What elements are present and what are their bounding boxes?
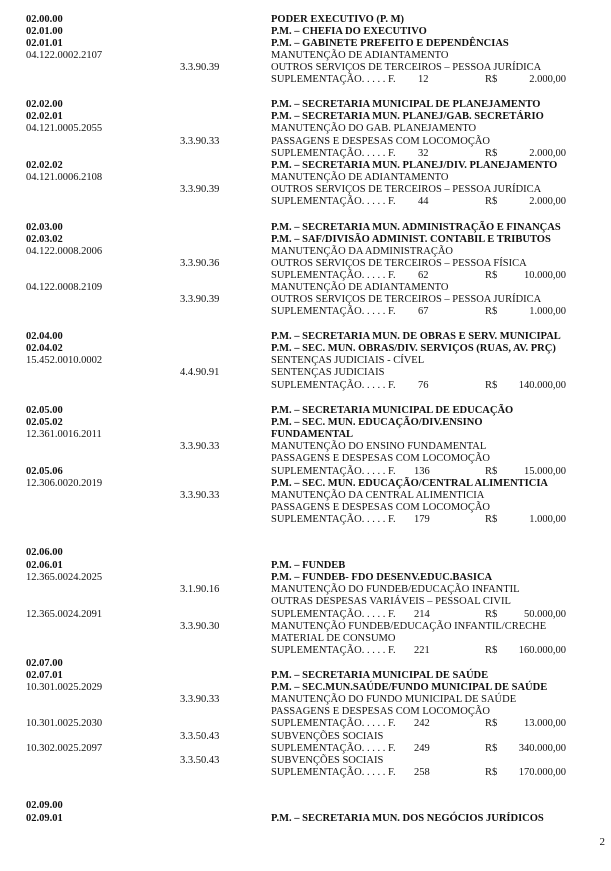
document-row <box>0 514 611 526</box>
source-number: 242 <box>414 718 430 729</box>
classification-code: 02.09.00 <box>26 800 63 811</box>
currency-symbol: R$ <box>485 148 498 159</box>
classification-code: 10.302.0025.2097 <box>26 743 103 754</box>
amount: 2.000,00 <box>529 196 566 207</box>
amount: 1.000,00 <box>529 306 566 317</box>
expense-nature-code: 3.3.50.43 <box>180 755 220 766</box>
classification-code: 04.121.0005.2055 <box>26 123 103 134</box>
description: MANUTENÇÃO DO ENSINO FUNDAMENTAL <box>271 441 487 452</box>
currency-symbol: R$ <box>485 196 498 207</box>
description: SUPLEMENTAÇÃO. . . . . F. <box>271 270 396 281</box>
document-row <box>0 560 611 572</box>
description: P.M. – SECRETARIA MUN. DOS NEGÓCIOS JURÍDICOS <box>271 813 544 824</box>
description: P.M. – SECRETARIA MUNICIPAL DE EDUCAÇÃO <box>271 405 514 416</box>
document-row <box>0 234 611 246</box>
description: P.M. – SECRETARIA MUNICIPAL DE SAÚDE <box>271 670 489 681</box>
amount: 2.000,00 <box>529 148 566 159</box>
amount: 13.000,00 <box>524 718 566 729</box>
description: MANUTENÇÃO DE ADIANTAMENTO <box>271 50 449 61</box>
classification-code: 02.01.00 <box>26 26 63 37</box>
document-row <box>0 331 611 343</box>
document-row <box>0 355 611 367</box>
source-number: 136 <box>414 466 430 477</box>
description: OUTROS SERVIÇOS DE TERCEIROS – PESSOA JURÍDICA <box>271 184 542 195</box>
expense-nature-code: 3.3.90.36 <box>180 258 220 269</box>
description: SUBVENÇÕES SOCIAIS <box>271 731 384 742</box>
description: OUTROS SERVIÇOS DE TERCEIROS – PESSOA FÍSICA <box>271 258 527 269</box>
source-number: 44 <box>418 196 429 207</box>
source-number: 221 <box>414 645 430 656</box>
classification-code: 02.09.01 <box>26 813 63 824</box>
classification-code: 02.04.00 <box>26 331 63 342</box>
classification-code: 12.365.0024.2091 <box>26 609 103 620</box>
amount: 15.000,00 <box>524 466 566 477</box>
document-row <box>0 123 611 135</box>
source-number: 249 <box>414 743 430 754</box>
document-row <box>0 343 611 355</box>
document-row <box>0 490 611 502</box>
document-row <box>0 380 611 392</box>
classification-code: 02.02.02 <box>26 160 63 171</box>
expense-nature-code: 3.3.90.39 <box>180 184 220 195</box>
document-row <box>0 196 611 208</box>
classification-code: 02.07.00 <box>26 658 63 669</box>
page-number: 2 <box>599 836 605 848</box>
description: MATERIAL DE CONSUMO <box>271 633 396 644</box>
description: SUPLEMENTAÇÃO. . . . . F. <box>271 743 396 754</box>
classification-code: 02.00.00 <box>26 14 63 25</box>
amount: 2.000,00 <box>529 74 566 85</box>
currency-symbol: R$ <box>485 743 498 754</box>
currency-symbol: R$ <box>485 645 498 656</box>
document-row <box>0 645 611 657</box>
classification-code: 02.03.00 <box>26 222 63 233</box>
expense-nature-code: 3.3.90.30 <box>180 621 220 632</box>
document-row <box>0 547 611 559</box>
description: SUPLEMENTAÇÃO. . . . . F. <box>271 645 396 656</box>
description: OUTROS SERVIÇOS DE TERCEIROS – PESSOA JURÍDICA <box>271 294 542 305</box>
document-row <box>0 405 611 417</box>
source-number: 179 <box>414 514 430 525</box>
classification-code: 02.05.00 <box>26 405 63 416</box>
classification-code: 02.04.02 <box>26 343 63 354</box>
description: OUTROS SERVIÇOS DE TERCEIROS – PESSOA JURÍDICA <box>271 62 542 73</box>
description: P.M. – SECRETARIA MUN. DE OBRAS E SERV. MUNICIPAL <box>271 331 561 342</box>
amount: 340.000,00 <box>518 743 566 754</box>
description: P.M. – SEC.MUN.SAÚDE/FUNDO MUNICIPAL DE SAÚDE <box>271 682 548 693</box>
description: SUPLEMENTAÇÃO. . . . . F. <box>271 74 396 85</box>
description: FUNDAMENTAL <box>271 429 354 440</box>
description: P.M. – SECRETARIA MUN. PLANEJ/GAB. SECRETÁRIO <box>271 111 544 122</box>
classification-code: 04.122.0002.2107 <box>26 50 103 61</box>
description: MANUTENÇÃO DO GAB. PLANEJAMENTO <box>271 123 477 134</box>
document-row <box>0 466 611 478</box>
amount: 140.000,00 <box>518 380 566 391</box>
currency-symbol: R$ <box>485 306 498 317</box>
classification-code: 12.365.0024.2025 <box>26 572 103 583</box>
expense-nature-code: 3.3.90.39 <box>180 294 220 305</box>
expense-nature-code: 3.3.90.39 <box>180 62 220 73</box>
document-row <box>0 294 611 306</box>
description: SENTENÇAS JUDICIAIS - CÍVEL <box>271 355 425 366</box>
classification-code: 02.05.02 <box>26 417 63 428</box>
source-number: 67 <box>418 306 429 317</box>
expense-nature-code: 3.3.90.33 <box>180 490 220 501</box>
description: PODER EXECUTIVO (P. M) <box>271 14 404 25</box>
document-row <box>0 367 611 379</box>
document-row <box>0 609 611 621</box>
document-row <box>0 38 611 50</box>
document-row <box>0 111 611 123</box>
currency-symbol: R$ <box>485 74 498 85</box>
description: SUPLEMENTAÇÃO. . . . . F. <box>271 718 396 729</box>
description: SUPLEMENTAÇÃO. . . . . F. <box>271 306 396 317</box>
document-row <box>0 596 611 608</box>
description: P.M. – SEC. MUN. EDUCAÇÃO/CENTRAL ALIMENTICIA <box>271 478 549 489</box>
source-number: 32 <box>418 148 429 159</box>
classification-code: 15.452.0010.0002 <box>26 355 103 366</box>
document-row <box>0 478 611 490</box>
document-row <box>0 417 611 429</box>
currency-symbol: R$ <box>485 767 498 778</box>
document-row <box>0 694 611 706</box>
document-row <box>0 136 611 148</box>
description: SUPLEMENTAÇÃO. . . . . F. <box>271 466 396 477</box>
expense-nature-code: 4.4.90.91 <box>180 367 220 378</box>
description: PASSAGENS E DESPESAS COM LOCOMOÇÃO <box>271 706 490 717</box>
amount: 50.000,00 <box>524 609 566 620</box>
classification-code: 02.01.01 <box>26 38 63 49</box>
description: P.M. – SECRETARIA MUN. ADMINISTRAÇÃO E FINANÇAS <box>271 222 561 233</box>
document-row <box>0 50 611 62</box>
classification-code: 02.06.00 <box>26 547 63 558</box>
classification-code: 02.02.00 <box>26 99 63 110</box>
source-number: 12 <box>418 74 429 85</box>
currency-symbol: R$ <box>485 270 498 281</box>
description: PASSAGENS E DESPESAS COM LOCOMOÇÃO <box>271 453 490 464</box>
expense-nature-code: 3.3.90.33 <box>180 136 220 147</box>
expense-nature-code: 3.1.90.16 <box>180 584 220 595</box>
document-row <box>0 184 611 196</box>
description: P.M. – FUNDEB- FDO DESENV.EDUC.BASICA <box>271 572 493 583</box>
description: SUPLEMENTAÇÃO. . . . . F. <box>271 380 396 391</box>
classification-code: 12.361.0016.2011 <box>26 429 102 440</box>
expense-nature-code: 3.3.90.33 <box>180 441 220 452</box>
source-number: 76 <box>418 380 429 391</box>
classification-code: 02.05.06 <box>26 466 63 477</box>
document-row <box>0 222 611 234</box>
document-row <box>0 767 611 779</box>
document-row <box>0 148 611 160</box>
document-row <box>0 14 611 26</box>
currency-symbol: R$ <box>485 514 498 525</box>
document-row <box>0 633 611 645</box>
document-row <box>0 441 611 453</box>
currency-symbol: R$ <box>485 380 498 391</box>
description: PASSAGENS E DESPESAS COM LOCOMOÇÃO <box>271 136 490 147</box>
document-row <box>0 731 611 743</box>
document-row <box>0 743 611 755</box>
expense-nature-code: 3.3.50.43 <box>180 731 220 742</box>
document-row <box>0 755 611 767</box>
description: P.M. – SAF/DIVISÃO ADMINIST. CONTABIL E TRIBUTOS <box>271 234 551 245</box>
description: MANUTENÇÃO DA CENTRAL ALIMENTICIA <box>271 490 485 501</box>
document-row <box>0 282 611 294</box>
document-row <box>0 160 611 172</box>
source-number: 258 <box>414 767 430 778</box>
classification-code: 04.121.0006.2108 <box>26 172 103 183</box>
expense-nature-code: 3.3.90.33 <box>180 694 220 705</box>
classification-code: 02.07.01 <box>26 670 63 681</box>
description: MANUTENÇÃO DE ADIANTAMENTO <box>271 172 449 183</box>
description: SENTENÇAS JUDICIAIS <box>271 367 385 378</box>
description: OUTRAS DESPESAS VARIÁVEIS – PESSOAL CIVIL <box>271 596 511 607</box>
document-row <box>0 429 611 441</box>
description: MANUTENÇÃO DE ADIANTAMENTO <box>271 282 449 293</box>
amount: 170.000,00 <box>518 767 566 778</box>
document-row <box>0 246 611 258</box>
classification-code: 10.301.0025.2030 <box>26 718 103 729</box>
source-number: 62 <box>418 270 429 281</box>
classification-code: 04.122.0008.2006 <box>26 246 103 257</box>
description: P.M. – SEC. MUN. EDUCAÇÃO/DIV.ENSINO <box>271 417 483 428</box>
classification-code: 10.301.0025.2029 <box>26 682 103 693</box>
description: P.M. – SECRETARIA MUN. PLANEJ/DIV. PLANEJAMENTO <box>271 160 558 171</box>
document-row <box>0 670 611 682</box>
document-row <box>0 306 611 318</box>
currency-symbol: R$ <box>485 466 498 477</box>
description: SUPLEMENTAÇÃO. . . . . F. <box>271 609 396 620</box>
description: P.M. – GABINETE PREFEITO E DEPENDÊNCIAS <box>271 38 509 49</box>
amount: 1.000,00 <box>529 514 566 525</box>
document-row <box>0 621 611 633</box>
classification-code: 02.06.01 <box>26 560 63 571</box>
description: P.M. – CHEFIA DO EXECUTIVO <box>271 26 427 37</box>
classification-code: 02.02.01 <box>26 111 63 122</box>
cut-off-line <box>0 825 611 830</box>
description: PASSAGENS E DESPESAS COM LOCOMOÇÃO <box>271 502 490 513</box>
document-row <box>0 62 611 74</box>
document-row <box>0 813 611 825</box>
description: MANUTENÇÃO DA ADMINISTRAÇÃO <box>271 246 454 257</box>
description: P.M. – SEC. MUN. OBRAS/DIV. SERVIÇOS (RUAS, AV. PRÇ) <box>271 343 556 354</box>
document-row <box>0 658 611 670</box>
currency-symbol: R$ <box>485 718 498 729</box>
description: SUPLEMENTAÇÃO. . . . . F. <box>271 767 396 778</box>
description: P.M. – FUNDEB <box>271 560 346 571</box>
document-row <box>0 572 611 584</box>
document-row <box>0 74 611 86</box>
document-row <box>0 706 611 718</box>
document-row <box>0 172 611 184</box>
description: MANUTENÇÃO DO FUNDEB/EDUCAÇÃO INFANTIL <box>271 584 520 595</box>
document-row <box>0 453 611 465</box>
document-row <box>0 99 611 111</box>
document-row <box>0 584 611 596</box>
document-row <box>0 718 611 730</box>
classification-code: 12.306.0020.2019 <box>26 478 103 489</box>
description: MANUTENÇÃO DO FUNDO MUNICIPAL DE SAÚDE <box>271 694 517 705</box>
classification-code: 04.122.0008.2109 <box>26 282 103 293</box>
amount: 10.000,00 <box>524 270 566 281</box>
description: MANUTENÇÃO FUNDEB/EDUCAÇÃO INFANTIL/CRECHE <box>271 621 547 632</box>
source-number: 214 <box>414 609 430 620</box>
amount: 160.000,00 <box>518 645 566 656</box>
currency-symbol: R$ <box>485 609 498 620</box>
description: SUPLEMENTAÇÃO. . . . . F. <box>271 196 396 207</box>
classification-code: 02.03.02 <box>26 234 63 245</box>
document-row <box>0 270 611 282</box>
document-row <box>0 502 611 514</box>
description: SUPLEMENTAÇÃO. . . . . F. <box>271 148 396 159</box>
description: P.M. – SECRETARIA MUNICIPAL DE PLANEJAMENTO <box>271 99 541 110</box>
description: SUPLEMENTAÇÃO. . . . . F. <box>271 514 396 525</box>
document-row <box>0 682 611 694</box>
document-row <box>0 258 611 270</box>
document-row <box>0 26 611 38</box>
document-row <box>0 800 611 812</box>
description: SUBVENÇÕES SOCIAIS <box>271 755 384 766</box>
